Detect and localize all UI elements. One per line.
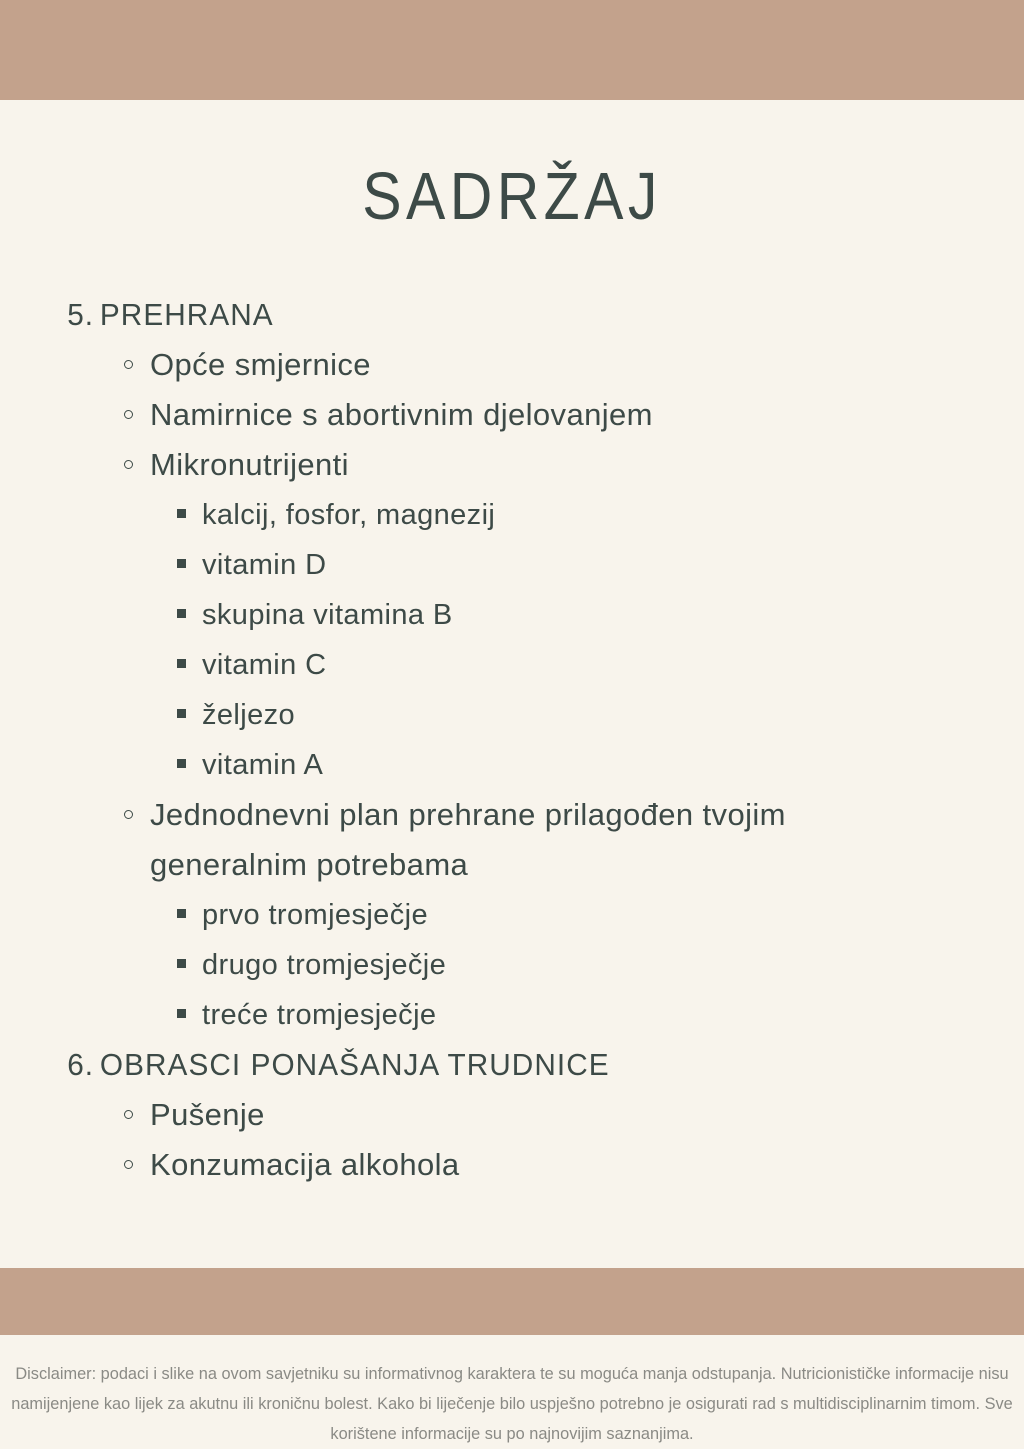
toc-section-number: 6. bbox=[67, 1047, 95, 1082]
toc-item-level2 bbox=[0, 790, 910, 890]
filled-square-bullet-icon bbox=[177, 740, 186, 790]
toc-item-level3 bbox=[0, 690, 1024, 740]
hollow-circle-bullet-icon bbox=[124, 340, 133, 390]
header-decorative-band bbox=[0, 0, 1024, 100]
toc-section-heading bbox=[0, 1040, 983, 1090]
toc-item-level3 bbox=[0, 990, 1024, 1040]
hollow-circle-bullet-icon bbox=[124, 440, 133, 490]
toc-item-label: željezo bbox=[202, 699, 296, 731]
toc-item-level3 bbox=[0, 490, 1024, 540]
hollow-circle-bullet-icon bbox=[124, 1140, 133, 1190]
toc-item-label: Opće smjernice bbox=[150, 347, 371, 382]
toc-item-level3 bbox=[0, 890, 1024, 940]
toc-item-label: vitamin D bbox=[202, 549, 327, 581]
toc-item-label: prvo tromjesječje bbox=[202, 899, 428, 931]
toc-item-level3 bbox=[0, 590, 1024, 640]
toc-item-level3 bbox=[0, 740, 1024, 790]
toc-item-level3 bbox=[0, 640, 1024, 690]
page-title: SADRŽAJ bbox=[362, 159, 662, 234]
toc-item-level3 bbox=[0, 540, 1024, 590]
hollow-circle-bullet-icon bbox=[124, 790, 133, 840]
filled-square-bullet-icon bbox=[177, 940, 186, 990]
toc-item-label: vitamin A bbox=[202, 749, 324, 781]
toc-section-label: OBRASCI PONAŠANJA TRUDNICE bbox=[99, 1047, 610, 1082]
filled-square-bullet-icon bbox=[177, 490, 186, 540]
toc-item-level2 bbox=[0, 1090, 910, 1140]
toc-section-heading bbox=[0, 290, 983, 340]
toc-item-label: kalcij, fosfor, magnezij bbox=[202, 499, 496, 531]
toc-section-label: PREHRANA bbox=[99, 297, 274, 332]
toc-item-label: Namirnice s abortivnim djelovanjem bbox=[150, 397, 653, 432]
toc-item-label: Pušenje bbox=[150, 1097, 265, 1132]
hollow-circle-bullet-icon bbox=[124, 1090, 133, 1140]
toc-item-level2 bbox=[0, 390, 910, 440]
filled-square-bullet-icon bbox=[177, 540, 186, 590]
toc-section-number: 5. bbox=[67, 297, 95, 332]
disclaimer-region bbox=[0, 1335, 1024, 1449]
toc-item-label: Mikronutrijenti bbox=[150, 447, 349, 482]
toc-item-label: Jednodnevni plan prehrane prilagođen tvojim generalnim potrebama bbox=[150, 797, 786, 882]
toc-item-label: drugo tromjesječje bbox=[202, 949, 447, 981]
filled-square-bullet-icon bbox=[177, 640, 186, 690]
toc-item-level2 bbox=[0, 340, 910, 390]
document-body bbox=[0, 100, 1024, 1268]
filled-square-bullet-icon bbox=[177, 590, 186, 640]
toc-item-label: treće tromjesječje bbox=[202, 999, 437, 1031]
toc-item-level2 bbox=[0, 1140, 910, 1190]
toc-item-label: Konzumacija alkohola bbox=[150, 1147, 460, 1182]
toc-item-level3 bbox=[0, 940, 1024, 990]
toc-item-label: vitamin C bbox=[202, 649, 327, 681]
footer-decorative-band bbox=[0, 1268, 1024, 1335]
hollow-circle-bullet-icon bbox=[124, 390, 133, 440]
toc-item-level2 bbox=[0, 440, 910, 490]
table-of-contents bbox=[0, 290, 1024, 1190]
disclaimer-text: Disclaimer: podaci i slike na ovom savjetniku su informativnog karaktera te su moguća manja odstupanja. Nutricionističke informacije nisu namijenjene kao lijek za akutnu ili kroničnu bolest. Kako bi liječenje bilo uspješno potrebno je osigurati rad s multidisciplinarnim timom. Sve korištene informacije su po najnovijim saznanjima. bbox=[11, 1365, 1013, 1443]
toc-item-label: skupina vitamina B bbox=[202, 599, 453, 631]
filled-square-bullet-icon bbox=[177, 690, 186, 740]
filled-square-bullet-icon bbox=[177, 890, 186, 940]
filled-square-bullet-icon bbox=[177, 990, 186, 1040]
